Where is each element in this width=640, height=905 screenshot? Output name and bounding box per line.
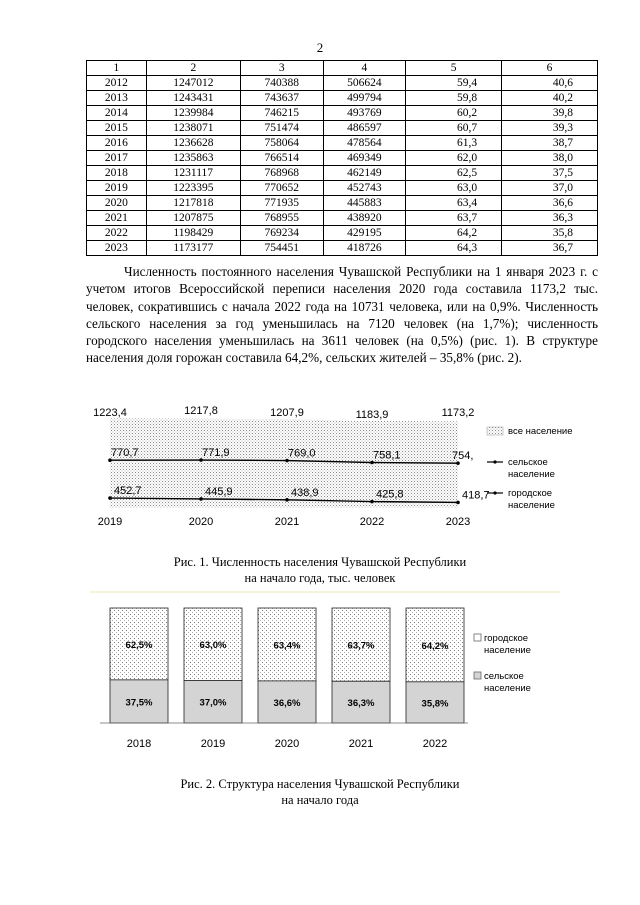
table-cell: 1238071: [146, 121, 240, 136]
table-cell: 36,6: [502, 196, 598, 211]
table-cell: 38,7: [502, 136, 598, 151]
table-cell: 36,3: [502, 211, 598, 226]
table-cell: 758064: [240, 136, 323, 151]
table-cell: 1173177: [146, 241, 240, 256]
table-cell: 61,3: [406, 136, 502, 151]
table-cell: 499794: [323, 91, 406, 106]
table-cell: 40,6: [502, 76, 598, 91]
table-cell: 2019: [87, 181, 147, 196]
legend-rural-swatch: [474, 672, 481, 679]
x-tick-label: 2019: [200, 738, 226, 750]
table-cell: 63,0: [406, 181, 502, 196]
table-cell: 39,3: [502, 121, 598, 136]
population-table: [86, 60, 598, 256]
table-cell: 493769: [323, 106, 406, 121]
table-cell: 462149: [323, 166, 406, 181]
table-cell: 1243431: [146, 91, 240, 106]
legend-urban-line2: население: [484, 645, 531, 656]
table-row: [87, 121, 598, 136]
table-cell: 1198429: [146, 226, 240, 241]
structure-bar-chart: [90, 590, 570, 760]
table-cell: 1235863: [146, 151, 240, 166]
table-cell: 37,0: [502, 181, 598, 196]
table-cell: 452743: [323, 181, 406, 196]
body-paragraph: Численность постоянного населения Чувашской Республики на 1 января 2023 г. с учетом итогов Всероссийской переписи населения 2020 года составила 1173,2 тыс. человек, сократившись с начала 2022 года на 10731 человека, или на 0,9%. Численность сельского населения за год уменьшилась на 7120 человек (на 1,7%); численность городского населения уменьшилась на 3611 человек (на 0,5%) (рис. 1). В структуре населения доля горожан составила 64,2%, сельских жителей – 35,8% (рис. 2).: [86, 264, 598, 366]
urban-point: [370, 500, 374, 504]
table-cell: 445883: [323, 196, 406, 211]
table-cell: 63,7: [406, 211, 502, 226]
urban-bar-label: 63,0%: [199, 640, 227, 652]
table-cell: 1247012: [146, 76, 240, 91]
legend-rural-line2: население: [508, 469, 555, 480]
table-cell: 2022: [87, 226, 147, 241]
total-label: 1223,4: [93, 407, 127, 419]
legend-rural-dot: [493, 460, 496, 463]
rural-bar-label: 37,0%: [199, 697, 227, 709]
table-cell: 1217818: [146, 196, 240, 211]
table-cell: 2020: [87, 196, 147, 211]
table-cell: 743637: [240, 91, 323, 106]
table-cell: 754451: [240, 241, 323, 256]
table-cell: 37,5: [502, 166, 598, 181]
table-cell: 62,0: [406, 151, 502, 166]
table-row: [87, 91, 598, 106]
table-cell: 2014: [87, 106, 147, 121]
urban-label: 425,8: [376, 488, 404, 501]
x-tick-label: 2023: [445, 516, 471, 528]
rural-label: 754,: [452, 450, 474, 463]
rural-bar-label: 36,3%: [347, 698, 375, 710]
x-tick-label: 2020: [274, 738, 300, 750]
table-cell: 2023: [87, 241, 147, 256]
table-cell: 746215: [240, 106, 323, 121]
x-tick-label: 2019: [97, 516, 123, 528]
legend-rural-line2: население: [484, 683, 531, 694]
table-cell: 2012: [87, 76, 147, 91]
urban-label: 438,9: [291, 486, 319, 499]
urban-bar-label: 62,5%: [125, 639, 153, 651]
total-label: 1183,9: [355, 409, 389, 421]
urban-bar-label: 63,7%: [347, 640, 375, 652]
legend-rural-line1: сельское: [508, 457, 548, 468]
total-label: 1173,2: [441, 407, 475, 419]
table-cell: 59,4: [406, 76, 502, 91]
rural-label: 769,0: [288, 447, 316, 460]
table-cell: 438920: [323, 211, 406, 226]
table-cell: 740388: [240, 76, 323, 91]
table-header-cell: 4: [323, 61, 406, 76]
table-cell: 35,8: [502, 226, 598, 241]
table-cell: 771935: [240, 196, 323, 211]
urban-point: [108, 496, 112, 500]
table-row: [87, 106, 598, 121]
table-header-cell: 3: [240, 61, 323, 76]
legend-urban-line1: городское: [484, 633, 529, 644]
legend-total-label: все население: [508, 426, 573, 437]
table-cell: 486597: [323, 121, 406, 136]
table-cell: 768955: [240, 211, 323, 226]
table-header-cell: 1: [87, 61, 147, 76]
urban-label: 418,7: [462, 489, 490, 502]
rural-label: 758,1: [373, 449, 401, 462]
urban-point: [456, 501, 460, 505]
table-cell: 60,7: [406, 121, 502, 136]
table-cell: 36,7: [502, 241, 598, 256]
x-tick-label: 2018: [126, 738, 152, 750]
table-cell: 418726: [323, 241, 406, 256]
legend-urban-line2: население: [508, 500, 555, 511]
table-cell: 506624: [323, 76, 406, 91]
table-cell: 64,3: [406, 241, 502, 256]
legend-total-swatch: [487, 427, 503, 435]
table-cell: 478564: [323, 136, 406, 151]
x-tick-label: 2022: [422, 738, 448, 750]
urban-point: [285, 498, 289, 502]
table-cell: 2018: [87, 166, 147, 181]
table-cell: 40,2: [502, 91, 598, 106]
table-row: [87, 151, 598, 166]
table-cell: 1223395: [146, 181, 240, 196]
figure1-caption-title: Рис. 1. Численность населения Чувашской Республики: [173, 555, 467, 569]
table-cell: 62,5: [406, 166, 502, 181]
population-line-chart: [90, 400, 590, 535]
figure2-caption-subtitle: на начало года: [281, 793, 359, 807]
total-label: 1217,8: [184, 405, 218, 417]
legend-rural-line1: сельское: [484, 671, 524, 682]
table-row: [87, 211, 598, 226]
rural-bar-label: 37,5%: [125, 697, 153, 709]
urban-label: 445,9: [205, 485, 233, 498]
figure1-caption-subtitle: на начало года, тыс. человек: [244, 571, 396, 585]
rural-bar-label: 35,8%: [421, 698, 449, 710]
table-row: [87, 196, 598, 211]
table-cell: 429195: [323, 226, 406, 241]
table-cell: 769234: [240, 226, 323, 241]
table-header-cell: 6: [502, 61, 598, 76]
table-header-cell: 2: [146, 61, 240, 76]
legend-urban-swatch: [474, 634, 481, 641]
table-header-cell: 5: [406, 61, 502, 76]
table-cell: 2016: [87, 136, 147, 151]
table-cell: 1231117: [146, 166, 240, 181]
table-cell: 2021: [87, 211, 147, 226]
table-cell: 469349: [323, 151, 406, 166]
table-cell: 38,0: [502, 151, 598, 166]
rural-label: 770,7: [111, 447, 139, 460]
table-row: [87, 166, 598, 181]
x-tick-label: 2020: [188, 516, 214, 528]
x-tick-label: 2021: [348, 738, 374, 750]
table-cell: 60,2: [406, 106, 502, 121]
rural-bar-label: 36,6%: [273, 697, 301, 709]
table-row: [87, 181, 598, 196]
x-tick-label: 2021: [274, 516, 300, 528]
legend-rural-label: [484, 671, 531, 694]
table-row: [87, 136, 598, 151]
urban-bar-label: 63,4%: [273, 640, 301, 652]
legend-urban-line1: городское: [508, 488, 553, 499]
legend-urban-label: [508, 488, 555, 511]
table-cell: 1236628: [146, 136, 240, 151]
total-label: 1207,9: [270, 407, 304, 419]
table-cell: 59,8: [406, 91, 502, 106]
legend-rural-label: [508, 457, 555, 480]
table-cell: 39,8: [502, 106, 598, 121]
table-row: [87, 76, 598, 91]
table-row: [87, 226, 598, 241]
rural-label: 771,9: [202, 447, 230, 460]
table-cell: 2013: [87, 91, 147, 106]
urban-bar-label: 64,2%: [421, 640, 449, 652]
table-cell: 1239984: [146, 106, 240, 121]
urban-point: [199, 497, 203, 501]
table-cell: 768968: [240, 166, 323, 181]
figure2-caption-title: Рис. 2. Структура населения Чувашской Республики: [180, 777, 460, 791]
x-tick-label: 2022: [359, 516, 385, 528]
table-cell: 770652: [240, 181, 323, 196]
table-cell: 766514: [240, 151, 323, 166]
table-row: [87, 241, 598, 256]
table-header-row: [87, 61, 598, 76]
legend-urban-label: [484, 633, 531, 656]
table-cell: 2015: [87, 121, 147, 136]
table-cell: 751474: [240, 121, 323, 136]
table-cell: 63,4: [406, 196, 502, 211]
page-number: 2: [316, 40, 324, 55]
table-cell: 2017: [87, 151, 147, 166]
legend-urban-dot: [493, 491, 496, 494]
table-cell: 64,2: [406, 226, 502, 241]
urban-label: 452,7: [114, 485, 142, 498]
table-cell: 1207875: [146, 211, 240, 226]
